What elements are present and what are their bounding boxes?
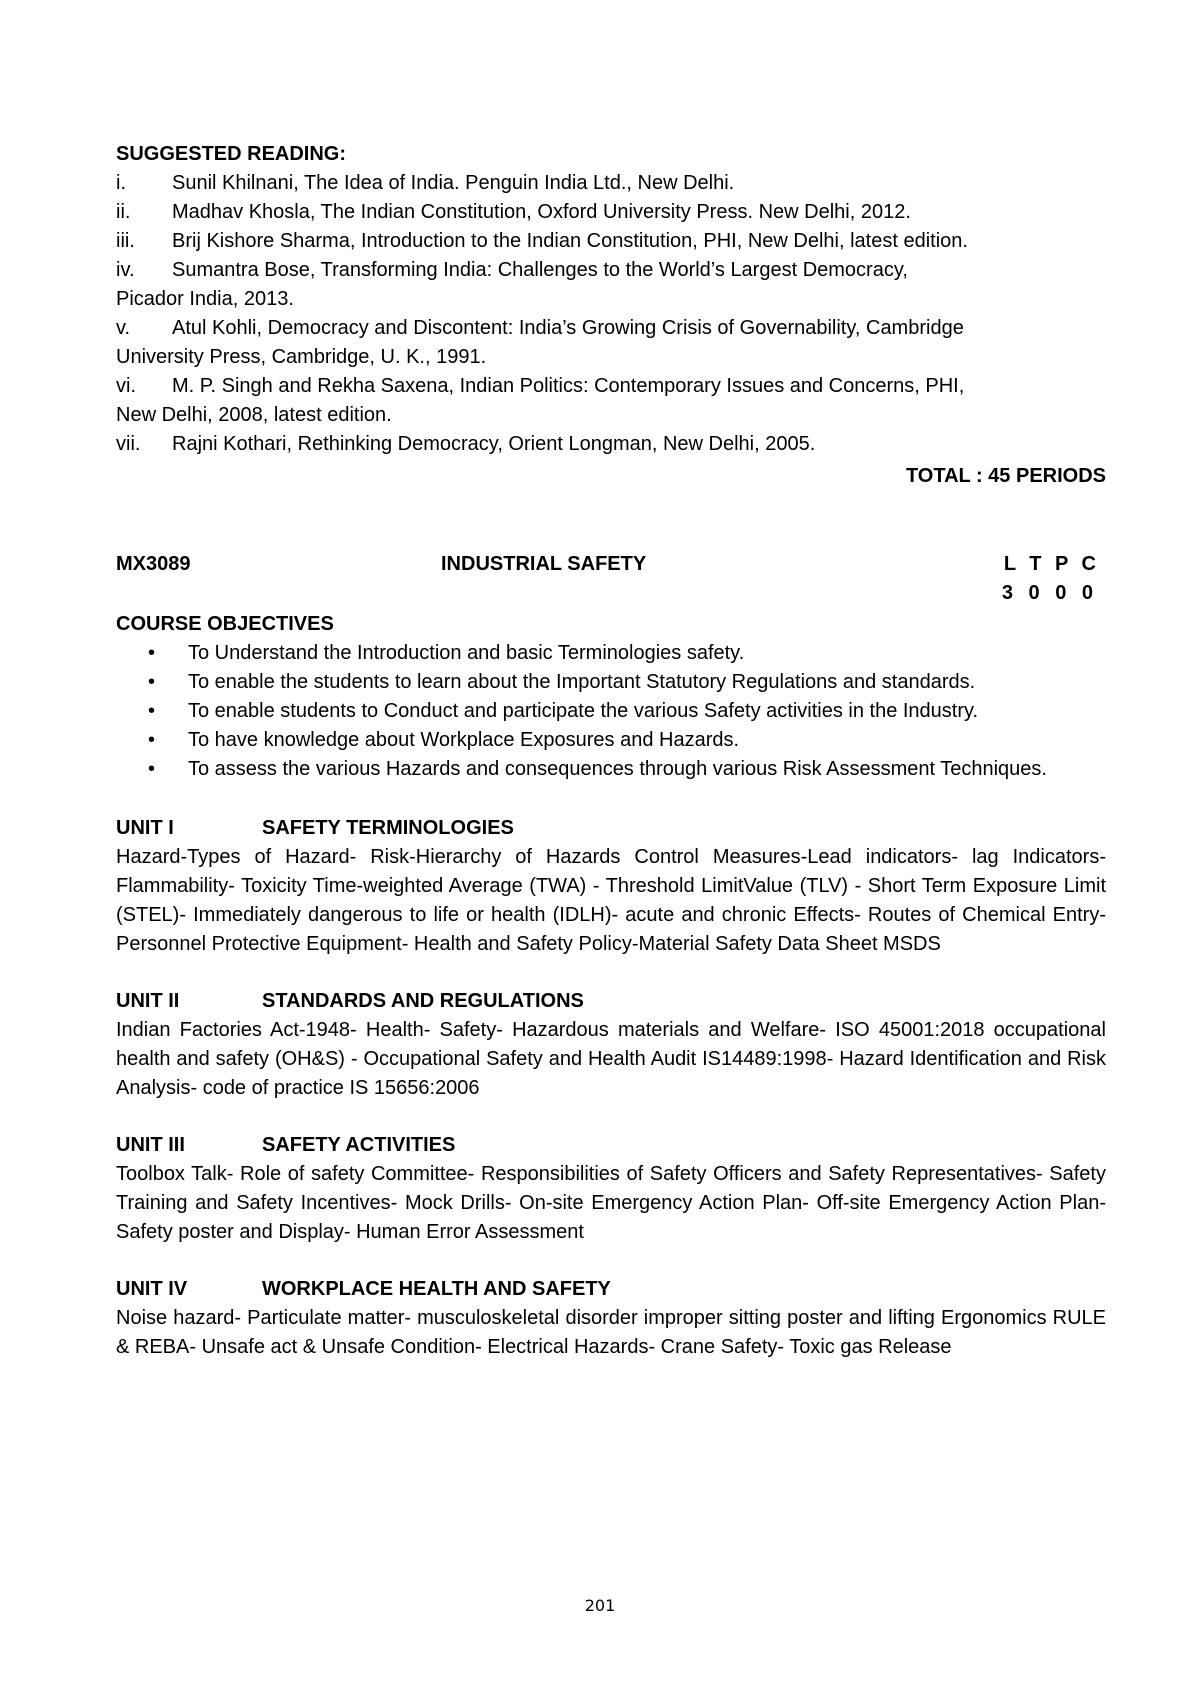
reference-item xyxy=(116,169,1106,198)
objective-text: To enable students to Conduct and participate the various Safety activities in the Industry. xyxy=(188,700,979,722)
objective-text: To assess the various Hazards and consequences through various Risk Assessment Techniques. xyxy=(188,758,1047,780)
objective-item xyxy=(116,726,1106,755)
reference-item xyxy=(116,372,1106,401)
unit-section xyxy=(116,1275,1106,1362)
unit-body: Noise hazard- Particulate matter- musculoskeletal disorder improper sitting poster and lifting Ergonomics RULE & REBA- Unsafe act & Unsafe Condition- Electrical Hazards- Crane Safety- Toxic gas Release xyxy=(116,1307,1106,1358)
unit-heading xyxy=(116,1275,1106,1304)
unit-number: UNIT IV xyxy=(116,1278,188,1300)
suggested-reading-heading: SUGGESTED READING: xyxy=(116,143,347,165)
unit-title: SAFETY TERMINOLOGIES xyxy=(262,817,514,839)
course-objectives-heading: COURSE OBJECTIVES xyxy=(116,613,334,635)
reference-item xyxy=(116,314,1106,343)
page-number: 201 xyxy=(584,1596,616,1615)
bullet-icon: • xyxy=(148,758,156,780)
objective-item xyxy=(116,668,1106,697)
reference-item xyxy=(116,198,1106,227)
reference-item xyxy=(116,430,1106,459)
unit-number: UNIT I xyxy=(116,817,174,839)
unit-section xyxy=(116,814,1106,959)
objective-item xyxy=(116,639,1106,668)
objective-item xyxy=(116,697,1106,726)
bullet-icon: • xyxy=(148,729,156,751)
reference-text: Madhav Khosla, The Indian Constitution, Oxford University Press. New Delhi, 2012. xyxy=(172,201,911,223)
reference-text: M. P. Singh and Rekha Saxena, Indian Politics: Contemporary Issues and Concerns, PHI, xyxy=(172,375,965,397)
unit-title: WORKPLACE HEALTH AND SAFETY xyxy=(262,1278,611,1300)
reference-number: iv. xyxy=(116,259,135,281)
reference-number: vii. xyxy=(116,433,141,455)
course-code: MX3089 xyxy=(116,553,191,575)
unit-section xyxy=(116,987,1106,1103)
unit-number: UNIT II xyxy=(116,990,180,1012)
reference-text: Sumantra Bose, Transforming India: Challenges to the World’s Largest Democracy, xyxy=(172,259,908,281)
ltpc-values: 3 0 0 0 xyxy=(1001,582,1098,604)
reference-continuation: Picador India, 2013. xyxy=(116,288,294,310)
reference-number: ii. xyxy=(116,201,131,223)
unit-heading xyxy=(116,814,1106,843)
reference-number: vi. xyxy=(116,375,136,397)
bullet-icon: • xyxy=(148,700,156,722)
reference-number: i. xyxy=(116,172,126,194)
unit-body: Indian Factories Act-1948- Health- Safety- Hazardous materials and Welfare- ISO 45001:2018 occupational health and safety (OH&S) - Occupational Safety and Health Audit IS14489:1998- Hazard Identification and Risk Analysis- code of practice IS 15656:2006 xyxy=(116,1019,1106,1099)
ltpc-values-row xyxy=(116,579,1106,608)
unit-title: STANDARDS AND REGULATIONS xyxy=(262,990,584,1012)
unit-heading xyxy=(116,1131,1106,1160)
reference-text: Rajni Kothari, Rethinking Democracy, Orient Longman, New Delhi, 2005. xyxy=(172,433,816,455)
course-title: INDUSTRIAL SAFETY xyxy=(441,553,647,575)
unit-title: SAFETY ACTIVITIES xyxy=(262,1134,456,1156)
reference-text: Sunil Khilnani, The Idea of India. Penguin India Ltd., New Delhi. xyxy=(172,172,735,194)
objective-text: To Understand the Introduction and basic Terminologies safety. xyxy=(188,642,745,664)
objectives-list xyxy=(116,639,1106,784)
bullet-icon: • xyxy=(148,671,156,693)
reference-number: iii. xyxy=(116,230,135,252)
total-periods: TOTAL : 45 PERIODS xyxy=(905,465,1106,487)
reference-continuation: New Delhi, 2008, latest edition. xyxy=(116,404,392,426)
reference-list xyxy=(116,169,1106,459)
objective-item xyxy=(116,755,1106,784)
reference-item xyxy=(116,256,1106,285)
reference-number: v. xyxy=(116,317,131,339)
unit-number: UNIT III xyxy=(116,1134,185,1156)
bullet-icon: • xyxy=(148,642,156,664)
reference-continuation: University Press, Cambridge, U. K., 1991. xyxy=(116,346,487,368)
unit-body: Hazard-Types of Hazard- Risk-Hierarchy of Hazards Control Measures-Lead indicators- lag Indicators-Flammability- Toxicity Time-weighted Average (TWA) - Threshold LimitValue (TLV) - Short Term Exposure Limit (STEL)- Immediately dangerous to life or health (IDLH)- acute and chronic Effects- Routes of Chemical Entry-Personnel Protective Equipment- Health and Safety Policy-Material Safety Data Sheet MSDS xyxy=(116,846,1106,955)
reference-text: Brij Kishore Sharma, Introduction to the Indian Constitution, PHI, New Delhi, latest edition. xyxy=(172,230,968,252)
course-header xyxy=(116,550,1106,579)
objective-text: To have knowledge about Workplace Exposures and Hazards. xyxy=(188,729,740,751)
ltpc-label: L T P C xyxy=(1003,553,1100,575)
unit-heading xyxy=(116,987,1106,1016)
objective-text: To enable the students to learn about the Important Statutory Regulations and standards. xyxy=(188,671,976,693)
page-content xyxy=(116,140,1106,1362)
reference-text: Atul Kohli, Democracy and Discontent: India’s Growing Crisis of Governability, Cambridge xyxy=(172,317,964,339)
unit-body: Toolbox Talk- Role of safety Committee- Responsibilities of Safety Officers and Safety Representatives- Safety Training and Safety Incentives- Mock Drills- On-site Emergency Action Plan- Off-site Emergency Action Plan- Safety poster and Display- Human Error Assessment xyxy=(116,1163,1106,1243)
unit-section xyxy=(116,1131,1106,1247)
reference-item xyxy=(116,227,1106,256)
